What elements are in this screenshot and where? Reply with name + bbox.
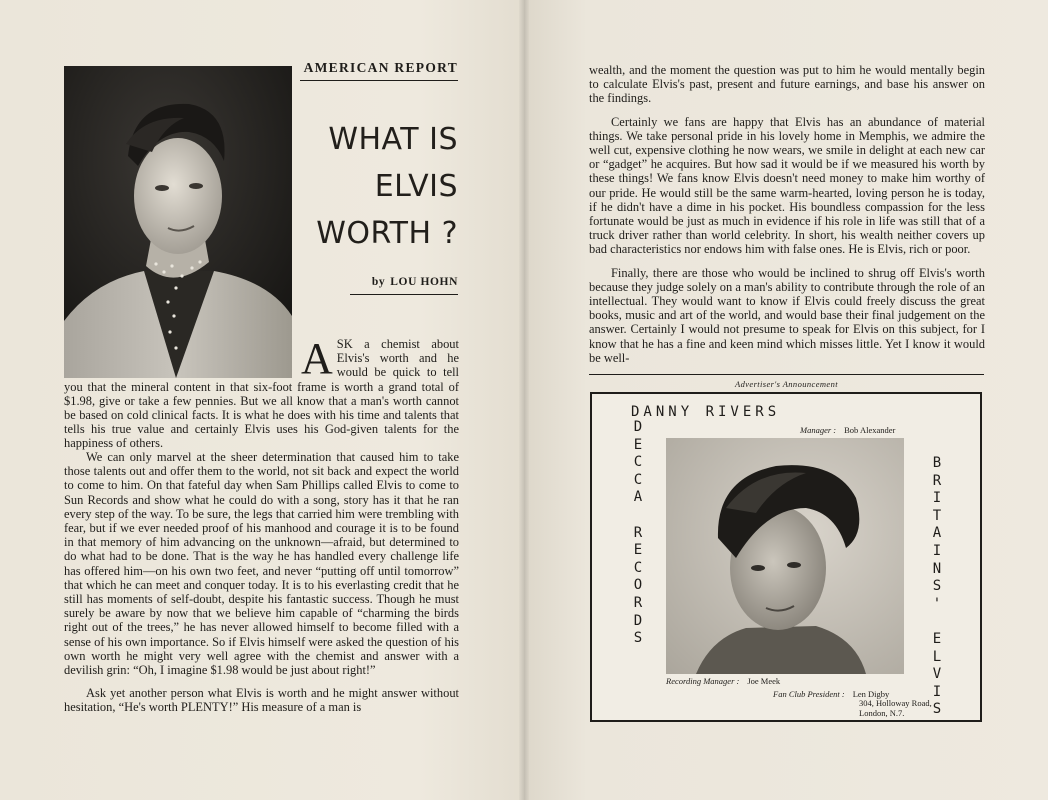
ad-vertical-label-left (631, 419, 645, 648)
vertical-letter: V (932, 666, 942, 683)
ad-manager-name: Bob Alexander (844, 425, 896, 435)
address-line: 304, Holloway Road, (859, 698, 932, 708)
vertical-letter: ' (932, 595, 942, 612)
vertical-letter: S (633, 630, 643, 647)
vertical-letter: C (633, 471, 643, 488)
fan-club-name: Len Digby (852, 689, 890, 699)
vertical-letter: B (932, 455, 942, 471)
vertical-letter: C (633, 454, 643, 471)
left-column (64, 450, 459, 724)
article-paragraph: Finally, there are those who would be inclined to shrug off Elvis's worth because they judge solely on a man's ability to contribute through the role of an intellectual. They would want to know if Elvis could freely discuss the great books, music and art of the world, and would base their final judgement on the answer. Certainly I would not presume to speak for Elvis on this subject, for I know that he has a fine and keen mind which misses little. Yet I know it would be well- (589, 265, 985, 365)
headline-line: WORTH ? (316, 216, 458, 251)
intro-text: SK a chemist about Elvis's worth and he would be quick to tell you that the mineral content in that six-foot frame is worth a grand total of $1.98, give or take a few pennies. But we all know that a man's worth cannot be based on cold clinical facts. It is what he does with his time and talents that tells his true value and certainly Elvis uses his God-given talents for the happiness of others. (64, 337, 459, 451)
vertical-letter: C (633, 559, 643, 576)
recording-manager-label: Recording Manager : (666, 676, 740, 686)
vertical-letter: I (932, 683, 942, 700)
right-column (589, 63, 985, 374)
vertical-letter: S (932, 701, 942, 718)
fan-club-address (859, 699, 932, 719)
ad-manager (800, 425, 895, 435)
section-label: AMERICAN REPORT (303, 60, 458, 75)
ad-artist-name: DANNY RIVERS (631, 404, 781, 420)
headline-line: WHAT IS (328, 122, 458, 157)
vertical-letter: E (932, 630, 942, 647)
vertical-letter: N (932, 560, 942, 577)
article-paragraph: We can only marvel at the sheer determination that caused him to take those talents out and offer them to the world, not sit back and expect the world to come to him. On that fateful day when Sam Phillips called Elvis to come to Sun Records and show what he could do with a song, story has it that he ran every step of the way. To be sure, the legs that carried him were trembling with fear, but if we ever needed proof of his manhood and courage it is to be found in that memory of him advancing on the unknown—afraid, but determined to do what had to be done. That is the way he has handled every challenge life has offered him—on his own two feet, and never “putting off until tomorrow” that which he can meet and conquer today. It is to his everlasting credit that he still has moments of self-doubt, despite his fantastic success. Though he must surely be aware by now that we believe him capable of “charming the birds right out of the trees,” he has never allowed himself to become filled with a sense of his own importance. So if Elvis himself were asked the question of his own worth he might very well agree with the chemist and answer with a devilish grin: “Oh, I imagine $1.98 would be just about right!” (64, 450, 459, 678)
drop-cap: A (301, 334, 333, 383)
vertical-letter (631, 507, 645, 525)
fan-club-label: Fan Club President : (773, 689, 845, 699)
byline-author: LOU HOHN (390, 276, 458, 288)
address-line: London, N.7. (859, 707, 905, 718)
danny-rivers-photo (666, 438, 904, 674)
ad-manager-label: Manager : (800, 425, 837, 435)
byline-rule (350, 294, 458, 295)
ad-caption: Advertiser's Announcement (734, 379, 838, 389)
vertical-letter: A (633, 489, 643, 506)
byline-prefix: by (371, 276, 386, 288)
ad-vertical-label-right (930, 455, 944, 719)
byline (340, 276, 458, 288)
vertical-letter: R (633, 594, 643, 611)
vertical-letter: R (633, 524, 643, 541)
vertical-letter: E (633, 542, 643, 559)
recording-manager-name: Joe Meek (747, 676, 781, 686)
vertical-letter: D (633, 419, 643, 435)
ad-divider (589, 374, 984, 375)
vertical-letter: T (932, 507, 942, 524)
vertical-letter: R (932, 472, 942, 489)
article-paragraph: Certainly we fans are happy that Elvis has an abundance of material things. We take personal pride in his lovely home in Memphis, we admire the well cut, expensive clothing he now wears, we smile in delight at each new car or “gadget” he acquires. But how sad it would be if we measured his worth by these things! We fans know Elvis doesn't need money to make him worthy of our pride. He would still be the same warm-hearted, loving person he is today, if he didn't have a dime in his pocket. His boundless compassion for the less fortunate would be just as much in evidence if his role in life was still that of a truck driver rather than world celebrity. In short, his wealth neither covers up bad characteristics nor endows him with false ones. He is Elvis, rich or poor. (589, 114, 985, 257)
recording-manager (666, 676, 780, 686)
vertical-letter: S (932, 578, 942, 595)
vertical-letter: I (932, 490, 942, 507)
vertical-letter: D (633, 612, 643, 629)
vertical-letter (930, 613, 944, 631)
elvis-portrait-photo (64, 66, 292, 378)
vertical-letter: E (633, 436, 643, 453)
headline-line: ELVIS (374, 169, 458, 204)
section-rule (300, 80, 458, 81)
vertical-letter: O (633, 577, 643, 594)
page-gutter (519, 0, 529, 800)
intro-paragraph (64, 334, 459, 451)
article-paragraph: Ask yet another person what Elvis is worth and he might answer without hesitation, “He's worth PLENTY!” His measure of a man is (64, 686, 459, 715)
vertical-letter: I (932, 542, 942, 559)
article-paragraph: wealth, and the moment the question was put to him he would mentally begin to calculate Elvis's past, present and future earnings, and base his answer on the findings. (589, 63, 985, 106)
article-headline (300, 116, 458, 257)
vertical-letter: A (932, 525, 942, 542)
vertical-letter: L (932, 648, 942, 665)
